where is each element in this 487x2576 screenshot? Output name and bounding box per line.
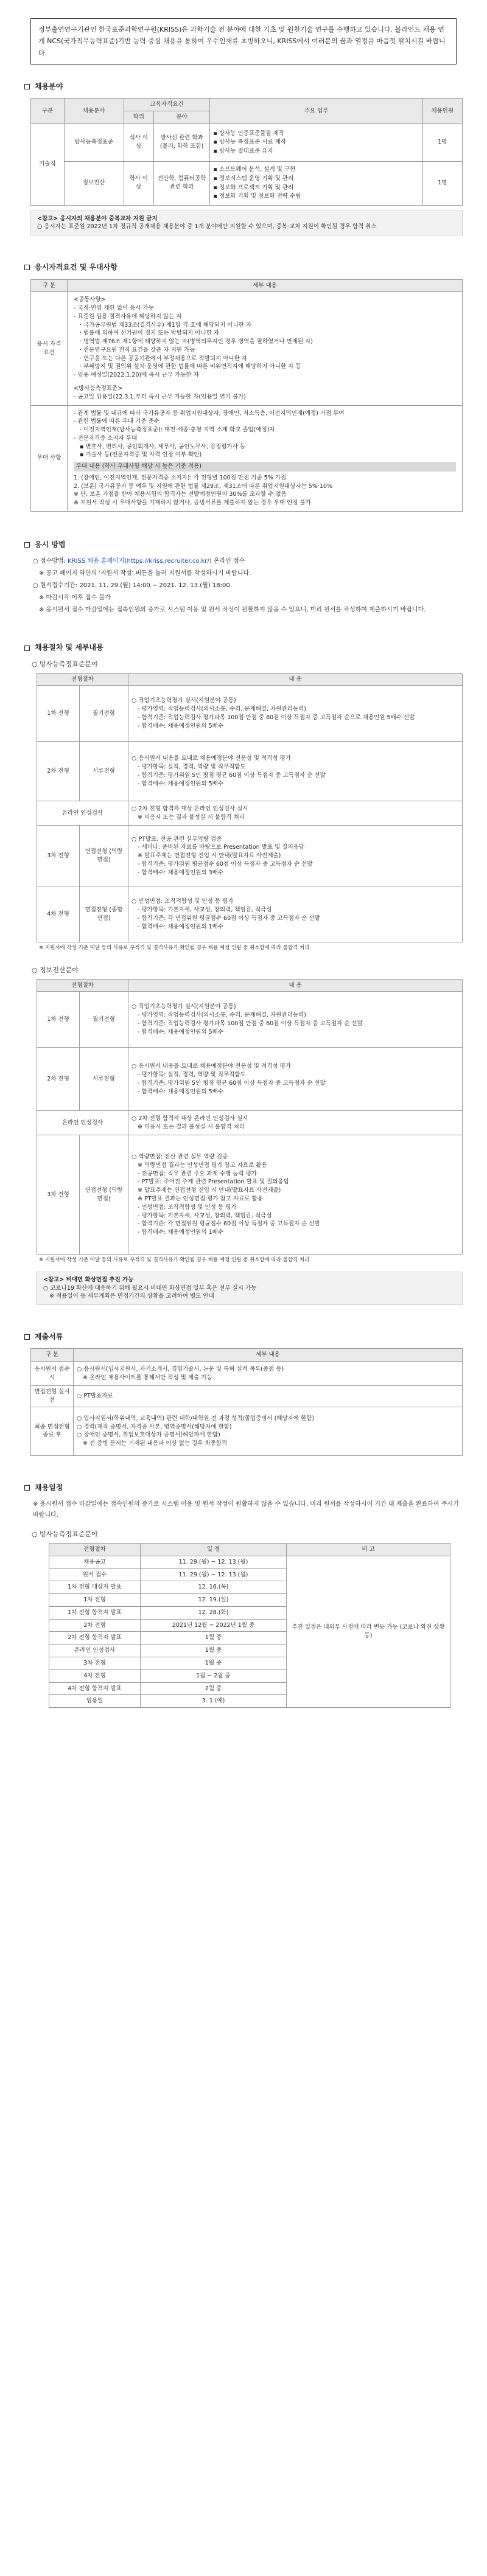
text-line: ○ 입사지원서(학위내역, 교육내역) 관련 대학/대학원 전 과정 성적/졸업증명서 (해당자에 한함) [77,1415,459,1423]
stage-cell: 1차 전형 [37,992,80,1048]
date-cell: 12. 19.(일) [141,1594,287,1607]
kind-cell: 필기전형 [80,686,128,742]
field-cell: 방사능측정표준 [64,124,124,161]
content-cell [128,886,463,942]
label: 원서접수기간: [40,582,78,590]
text-line: - 합격기준: 평가위원 5인 평점 평균 60점 이상 득점자 중 고득점자 순 선발 [138,771,326,779]
table-row [37,1135,463,1255]
col-header: 세부 내용 [68,279,463,292]
text-line: ※ 응시원서 접수 마감일에는 접속인원의 증가로 시스템 이용 및 원서 작성이 원활하지 않을 수 있으니, 미리 원서를 작성하여 제출하시기 바랍니다. [39,607,426,614]
list-item: ▪ 소프트웨어 분석, 설계 및 구현 [213,165,419,174]
list-item: ▪ 방사능 인증표준물질 제작 [213,130,419,138]
kind-cell: 필기전형 [80,992,128,1048]
note-line: ※ 적용일이 등 세부계획은 면접기간의 상황을 고려하여 별도 안내 [49,1293,214,1300]
process-table-2 [37,979,463,1255]
date-cell: 11. 29.(월) ~ 12. 13.(월) [141,1568,287,1581]
section-heading: 응시 방법 [35,540,66,549]
text-line: ○ 경력(재직 증명서, 자격증 사본, 병역증명서(해당자에 한함) [77,1423,459,1432]
text-line: ○ PT발표: 전공 관련 실무역량 검증 [131,835,459,844]
text-line: - 평가항목: 기본자세, 사교성, 창의력, 책임감, 적극성 [138,907,272,914]
text-line: ○ PT발표자료 [77,1392,459,1401]
footnote: ※ 지원서에 작성 기준 미달 등의 사유로 부적격 및 결격사유가 확인될 경우 채용 예정 인원 중 취소함에 따라 불합격 처리 [39,1257,310,1264]
date-cell: 2월 중 [141,1682,287,1695]
text-line: - 평가항목: 실적, 경력, 역량 및 직무적합도 [138,764,246,771]
content-cell [128,1135,463,1255]
text-line: ※ 지원서 작성 시 우대사항을 기재하지 않거나, 증빙서류를 제출하지 않는 경우 우대 인정 불가 [74,500,311,507]
col-header: 전형절차 [37,673,128,686]
intro-box: 정부출연연구기관인 한국표준과학연구원(KRISS)은 과학기술 전 분야에 대한 기초 및 원천기술 연구를 수행하고 있습니다. 블라인드 채용 연계 NCS(국가직무능력표준)기반 능력 중심 채용을 통하여 우수인재를 초빙하오니, KRISS에서 여러분의 꿈과 열정을 마음껏 펼치시길 바랍니다. [30,18,457,64]
group-cell: 기술직 [31,124,65,205]
qualifications-table [30,279,463,512]
text-line: ○ 역량면접: 전산 관련 실무 역량 검증 [131,1153,459,1161]
col-header: 내 용 [128,673,463,686]
stage-cell: 3차 전형 [37,826,80,886]
col-header: 내 용 [128,979,463,992]
text-line: - 합격기준: 각 면접위원 평균점수 60점 이상 득점자 중 고득점자 순 선발 [138,914,320,922]
text-line: - PT발표: 주어진 주제 관련 Presentation 발표 및 질의응답 [138,1178,289,1186]
col-header: 세부 내용 [74,1349,463,1362]
text-line: - 전공면접: 직무 관련 주요 과제 수행 능력 평가 [138,1170,257,1177]
period-value: 2021. 11. 29.(월) 14:00 ~ 2021. 12. 13.(월) 18:00 [79,582,230,590]
note-title: <참고> 응시자의 채용분야 중복교차 지원 금지 [37,215,158,222]
stage-cell: 3차 전형 [37,1135,80,1255]
stage-cell: 4차 전형 [37,886,80,942]
section-heading: 채용일정 [35,1483,63,1492]
col-header: 구 분 [31,279,68,292]
section-title-schedule [24,1483,463,1493]
kind-cell: 서류전형 [80,1048,128,1111]
text-line: ▪ 변호사, 변리사, 공인회계사, 세무사, 공인노무사, 감정평가사 등 [80,443,246,450]
note-title: <참고> 비대면 화상면접 추진 가능 [43,1276,134,1283]
text-line: - 평가영역: 직업능력검사(의사소통, 수리, 문제해결, 자원관리능력) [138,706,306,713]
step-cell: 채용공고 [49,1556,141,1568]
text-line: - 합격배수: 채용예정인원의 5배수 [138,1088,224,1095]
table-row [31,1362,463,1386]
text-line: · 부패방지 및 권익위 설치·운영에 관한 법률에 따른 비위면직자에 해당하지 아니한 자 등 [80,363,301,371]
col-header: 일 정 [141,1544,287,1556]
subsection-heading: ○ 방사능측정표준분야 [32,660,463,669]
text-line: ※ 마감시각 이후 접수 불가 [39,594,111,602]
table-row [31,292,463,405]
text-line: - 전문자격증 소지자 우대 [74,434,138,442]
section-title-documents [24,1332,463,1342]
date-cell: 1월 중 [141,1657,287,1669]
step-cell: 4차 전형 [49,1669,141,1682]
text-line: 1. (장애인, 이전지역인재, 전문자격증 소지자): 각 전형별 100점 만점 기준 5% 가점 [74,474,287,481]
text-line: ○ 응시원서 내용을 토대로 채용예정분야 전문성 및 적격성 평가 [131,754,459,763]
text-line: - 평가항목: 기본자세, 사교성, 창의력, 책임감, 적극성 [138,1212,272,1219]
text-line: ○ 응시원서(입사지원서, 자기소개서, 경험기술서, 논문 및 특허 실적 목록(중점 등) [77,1365,459,1374]
col-header: 전형절차 [37,979,128,992]
col-header: 주요 업무 [210,99,422,124]
footnote: ※ 지원서에 작성 기준 미달 등의 사유로 부적격 및 결격사유가 확인될 경우 채용 예정 인원 중 취소함에 따라 불합격 처리 [39,945,310,952]
table-row [31,405,463,511]
text-line: - 국적·연령 제한 없이 응시 가능 [74,305,154,312]
text-line: ※ PT발표 결과는 인성면접 평가 참고 자료로 활용 [138,1195,263,1202]
step-cell: 온라인 인성검사 [49,1645,141,1657]
text-line: - 합격배수: 채용예정인원의 5배수 [138,1028,224,1036]
label: 접수방법: [40,558,66,565]
remark-cell: 추진 일정은 내외부 사정에 따라 변동 가능 (코로나 확진 상황 등) [287,1556,450,1707]
stage-cell: 2차 전형 [37,742,80,801]
table-row [37,1048,463,1111]
major-cell: 방사선 관련 학과 (물리, 화학 포함) [153,124,210,161]
col-header: 분야 [153,111,210,124]
text-line: ※ 공고 페이지 하단의 '지원서 작성' 버튼을 눌러 지원서를 작성하시기 바랍니다. [39,570,251,577]
text-line: - 평가영역: 직업능력검사(의사소통, 수리, 문제해결, 자원관리능력) [138,1012,306,1019]
text-line: - 합격배수: 채용예정인원의 5배수 [138,722,224,729]
stage-cell: 1차 전형 [37,686,80,742]
list-item: ▪ 정보화 프로젝트 기획 및 관리 [213,184,419,192]
row-label: 면접전형 실시 전 [31,1386,74,1407]
text-line: - 합격배수: 채용예정인원의 3배수 [138,869,224,876]
table-row [37,742,463,801]
text-line: - 합격배수: 채용예정인원의 5배수 [138,780,224,787]
degree-cell: 석사 이상 [124,124,153,161]
date-cell: 11. 29.(월) ~ 12. 13.(월) [141,1556,287,1568]
step-cell: 3차 전형 [49,1657,141,1669]
row-label: 최종 면접전형 종료 후 [31,1407,74,1455]
row-label: 응시 자격 요건 [31,292,68,405]
col-header: 채용분야 [64,99,124,124]
text-line: - 합격기준: 평가위원 5인 평점 평균 60점 이상 득점자 중 고득점자 순 선발 [138,1079,326,1087]
table-row [37,826,463,886]
step-cell: 1차 전형 [49,1594,141,1607]
pref-cell [68,405,463,511]
table-row [37,801,463,826]
date-cell: 12. 16.(목) [141,1581,287,1594]
content-cell [128,1048,463,1111]
major-cell: 전산학, 컴퓨터공학 관련 학과 [153,161,210,205]
note-line: ○ 응시자는 표준원 2022년 1차 정규직 공개채용 채용분야 중 1개 분야에만 지원할 수 있으며, 중복·교차 지원이 확인될 경우 합격 취소 [37,223,456,231]
subsection-heading: ○ 방사능측정표준분야 [32,1530,463,1539]
section-heading: 채용절차 및 세부내용 [35,643,103,652]
col-header: 구 분 [31,1349,74,1362]
table-row [37,1111,463,1135]
note-box [37,1272,463,1305]
square-bullet-icon [24,542,30,548]
content-cell [128,686,463,742]
table-row [37,992,463,1048]
text-line: - 합격기준: 평가위원 평균점수 60점 이상 득점자 중 고득점자 순 선발 [138,860,313,868]
date-cell: 1월 ~ 2월 중 [141,1669,287,1682]
text-line: ※ 단, 보훈 가점을 받아 채용시험의 합격자는 선발예정인원의 30%를 초과할 수 없음 [74,491,287,498]
text-line: ○ 직업기초능력평가 실시(지원분야 공통) [131,1003,459,1011]
content-cell [128,992,463,1048]
text-line: <공통사항> [74,296,106,304]
kind-cell: 면접전형 (역량면접) [80,1135,128,1255]
text-line: ※ 발표주제는 면접전형 진입 시 안내(발표자료 사전제출) [138,1187,281,1194]
step-cell: 2차 전형 [49,1619,141,1632]
date-cell: 1월 중 [141,1632,287,1645]
text-line: ○ 2차 전형 합격자 대상 온라인 인성검사 실시 [131,805,459,813]
col-header: 구분 [31,99,65,124]
text-line: - 공고일 임용일(22.3.1.부터 즉시 근무 가능한 자(임용일 연기 불가) [74,393,247,400]
table-row [31,161,463,205]
col-header: 채용인원 [422,99,463,124]
highlight-bar: 우대 내용 (학사 우대사항 해당 시 높은 기준 적용) [74,462,456,472]
list-item: ▪ 정보시스템 운영 기획 및 관리 [213,175,419,183]
text: 온라인 접수 [211,558,245,565]
kind-cell: 면접전형 (역량면접) [80,826,128,886]
section-title-qualifications [24,262,463,273]
col-header: 전형절차 [49,1544,141,1556]
stage-cell: 2차 전형 [37,1048,80,1111]
kind-cell: 온라인 인성검사 [37,1111,128,1135]
homepage-link[interactable]: KRISS 채용 홈페이지(https://kriss.recruiter.co.kr/) [68,558,212,565]
text-line: - 관련 법률에 따른 우대 기준 준수 [74,418,159,425]
text-line [33,580,463,591]
step-cell: 원서 접수 [49,1568,141,1581]
kind-cell: 면접전형 (종합면접) [80,886,128,942]
step-cell: 2차 전형 합격자 발표 [49,1632,141,1645]
step-cell: 4차 전형 합격자 발표 [49,1682,141,1695]
text-line: - 관계 법률 및 내규에 따라 국가유공자 등 취업지원대상자, 장애인, 저소득층, 이전지역인재(예정) 가점 부여 [74,409,345,417]
text-line: ※ 역량면접 결과는 인성면접 평가 참고 자료로 활용 [138,1161,267,1169]
schedule-intro: ※ 응시원서 접수 마감일에는 접속인원의 증가로 시스템 이용 및 원서 작성이 원활하지 않을 수 있습니다. 미리 원서를 작성하시어 기간 내 제출을 완료하여 주시기 바랍니다. [33,1501,459,1519]
square-bullet-icon [24,84,30,89]
text-line: ※ 미응시 또는 결과 불성실 시 불합격 처리 [138,813,245,821]
kind-cell: 온라인 인성검사 [37,801,128,826]
col-header: 비 고 [287,1544,450,1556]
subsection-heading: ○ 정보전산분야 [32,966,463,975]
list-item: ▪ 방사능 절대표준 유지 [213,147,419,156]
process-table-1 [37,673,463,943]
text-line: ※ 전 증빙 문서는 기재된 내용과 이상 없는 경우 최종합격 [83,1440,228,1447]
list-item: ▪ 방사능 측정표준 시료 제작 [213,138,419,147]
text-line: - 합격기준: 직업능력검사 평가과목 100점 만점 중 60점 이상 득점자 중 고득점자 순으로 채용인원 5배수 선발 [138,714,415,721]
count-cell: 1명 [422,161,463,205]
text-line: - 합격기준: 직업능력검사 평가과목 100점 만점 중 60점 이상 득점자 중 고득점자 순 선발 [138,1020,363,1027]
text-line: ※ 온라인 채용사이트를 통해서만 작성 및 제출 가능 [83,1374,212,1381]
step-cell: 1차 전형 대상자 발표 [49,1581,141,1594]
text-line: ○ 2차 전형 합격자 대상 온라인 인성검사 실시 [131,1115,459,1123]
text-line: - 평가항목: 실적, 경력, 역량 및 직무적합도 [138,1071,246,1079]
col-header: 교육자격요건 [124,99,210,111]
square-bullet-icon [24,1485,30,1491]
date-cell: 3. 1.(예) [141,1695,287,1708]
section-title-apply [24,540,463,550]
section-title-process [24,642,463,653]
content-cell [74,1386,463,1407]
duties-cell [210,124,422,161]
documents-table [30,1348,463,1455]
text-line: <방사능측정표준> [74,385,123,392]
step-cell: 임용일 [49,1695,141,1708]
list-item: ▪ 정보화 기획 및 정보화 전략 수립 [213,192,419,201]
fields-table [30,98,463,206]
table-row [37,886,463,942]
degree-cell: 학사 이상 [124,161,153,205]
text-line: ○ 직업기초능력평가 실시(지원분야 공통) [131,697,459,705]
content-cell [74,1407,463,1455]
text-line: - 세미나: 준비된 자료를 바탕으로 Presentation 발표 및 질의응답 [138,844,304,851]
text-line: - 표준원 임용 결격사유에 해당하지 않는 자 [74,313,182,320]
col-header: 학위 [124,111,153,124]
content-cell [128,826,463,886]
field-cell: 정보전산 [64,161,124,205]
text-line: · 국가공무원법 제33조(결격사유) 제1항 각 호에 해당되지 아니한 자 [80,321,252,329]
req-cell [68,292,463,405]
text-line: ○ 응시원서 내용을 토대로 채용예정분야 전문성 및 적격성 평가 [131,1062,459,1071]
square-bullet-icon [24,646,30,651]
square-bullet-icon [24,1334,30,1340]
kind-cell: 서류전형 [80,742,128,801]
duties-cell [210,161,422,205]
text-line: 2. (보훈) 국가유공자 등 예우 및 지원에 관한 법률 제29조, 제31조에 따른 취업지원대상자는 5%·10% [74,482,332,490]
date-cell: 1월 중 [141,1645,287,1657]
row-label: 응시원서 접수시 [31,1362,74,1386]
text-line [33,556,463,567]
text-line: · 이전지역인재(방사능측정표준): 대전·세종·충청 지역 소재 학교 졸업(예정)자 [80,426,275,434]
content-cell [128,801,463,826]
content-cell [128,1111,463,1135]
text-line: · 전문연구요원 전직 요건을 갖춘 자 지원 가능 [80,346,195,353]
section-heading: 채용분야 [35,82,63,91]
text-line: - 합격배수: 채용예정인원의 1배수 [138,1229,224,1236]
text-line: ▪ 기술사 등(전문자격증 및 자격 인정 여부 확인) [80,451,202,459]
text-line: ○ 인성면접: 조직적합성 및 인성 등 평가 [131,897,459,906]
apply-method [24,556,463,616]
table-row [31,1386,463,1407]
table-row [31,1407,463,1455]
step-cell: 1차 전형 합격자 발표 [49,1606,141,1619]
date-cell: 2021년 12월 ~ 2022년 1월 중 [141,1619,287,1632]
row-label: 우대 사항 [31,405,68,511]
text-line: ※ 발표주제는 면접전형 진입 시 안내(발표자료 사전제출) [138,852,281,860]
note-box [30,211,463,236]
schedule-table [49,1543,450,1708]
count-cell: 1명 [422,124,463,161]
text-line: ※ 미응시 또는 결과 불성실 시 불합격 처리 [138,1123,245,1130]
table-row [49,1556,450,1568]
content-cell [74,1362,463,1386]
section-title-fields [24,82,463,92]
text-line: · 연구윤 또는 다른 공공기관에서 부정채용으로 적발되지 아니한 자 [80,355,247,362]
text-line: · 병역법 제76조 제1항에 해당하지 않는 자(병역의무자인 경우 병역을 필하였거나 면제된 자) [80,338,313,346]
text-line: - 합격배수: 채용예정인원의 1배수 [138,923,224,930]
text-line: - 임용 예정일(2022.1.20)에 즉시 근무 가능한 자 [74,372,199,379]
text-line: · 법률에 의하여 선거권이 정지 또는 박탈되지 아니한 자 [80,330,220,337]
square-bullet-icon [24,265,30,270]
text-line: - 합격기준: 각 면접위원 평균점수 60점 이상 득점자 중 고득점자 순 선발 [138,1220,320,1228]
text-line: ○ 장애인 증명서, 취업보호대상자 증명서(해당자에 한함) [77,1431,459,1439]
content-cell [128,742,463,801]
table-row [31,124,463,161]
section-heading: 제출서류 [35,1332,63,1342]
table-row [37,686,463,742]
text-line: - 인성면접: 조직적합성 및 인성 등 평가 [138,1203,237,1211]
section-heading: 응시자격요건 및 우대사항 [35,263,117,272]
note-line: ○ 코로나19 확산에 대응하기 위해 필요시 비대면 화상면접 일부 혹은 전부 실시 가능 [43,1284,456,1293]
date-cell: 12. 28.(화) [141,1606,287,1619]
